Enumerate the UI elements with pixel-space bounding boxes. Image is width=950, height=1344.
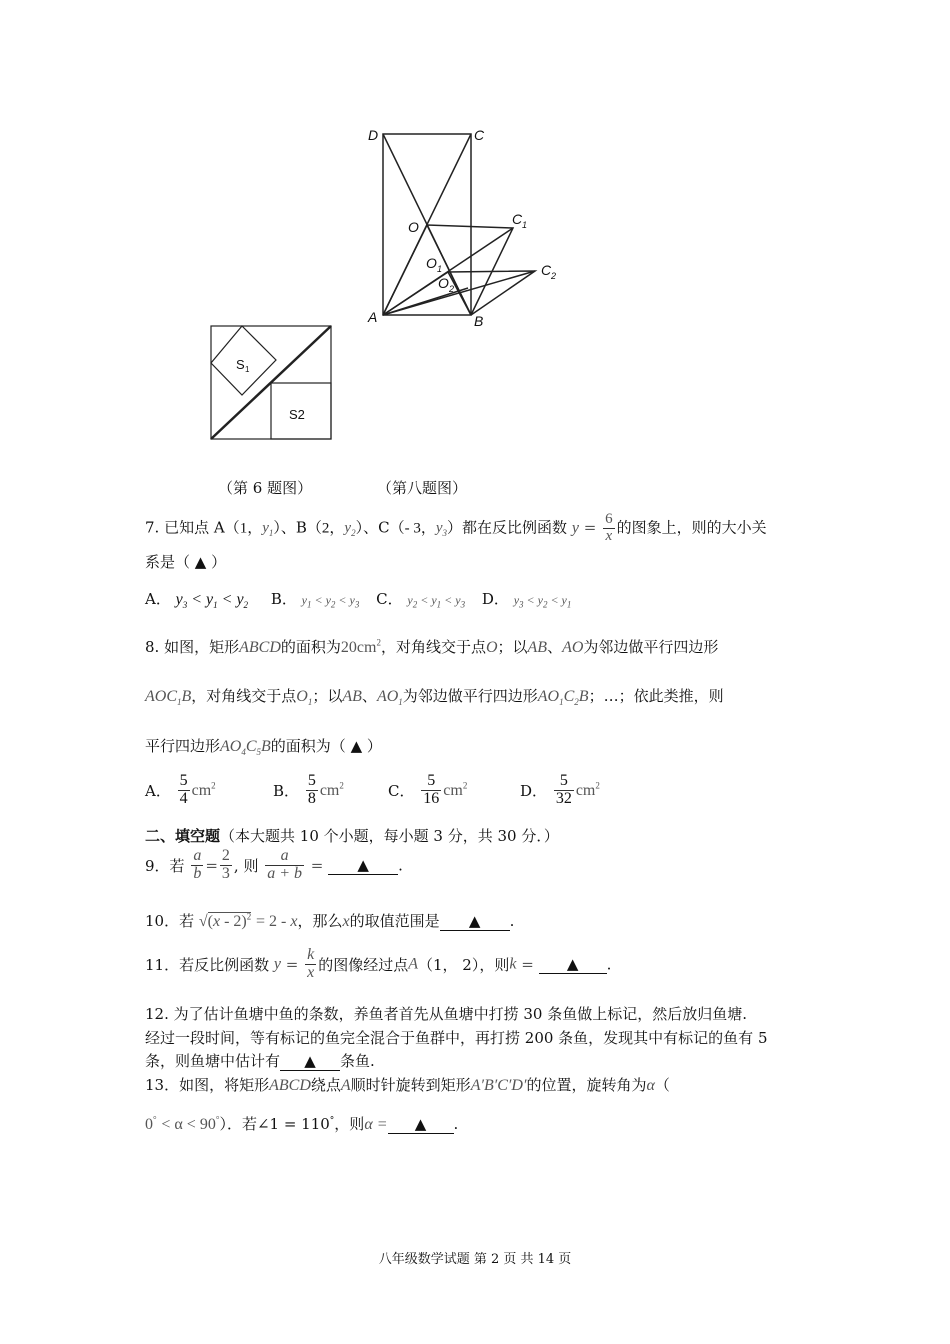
q10: 10．若 √(x - 2)$^2$ = 2 - x，那么x的取值范围是 ▲ . bbox=[145, 911, 515, 930]
q7-text-c: ）、C（ bbox=[355, 518, 405, 537]
q13-answer-blank[interactable]: ▲ bbox=[388, 1115, 454, 1134]
q12-line3: 条，则鱼塘中估计有 ▲ 条鱼. bbox=[145, 1052, 375, 1070]
label-d: D bbox=[368, 127, 379, 143]
q7-p1: 1 bbox=[239, 520, 248, 537]
q7-line2: 系是（ ▲ ） bbox=[145, 553, 227, 571]
label-c: C bbox=[474, 127, 485, 143]
q7-comma: ， bbox=[247, 518, 263, 537]
q7-option-b: B． $y_1 < y_2 < y_3$ bbox=[270, 590, 360, 610]
q9-answer-blank[interactable]: ▲ bbox=[328, 856, 398, 875]
q8-line1: 8. 如图，矩形ABCD的面积为$20cm^2$，对角线交于点O；以AB、AO为邻边做平行四边形 bbox=[145, 637, 719, 656]
q7-line1: 7. 已知点 A（1，$y_1$）、B（2，$y_2$）、C（- 3，$y_3$）都在反比例函数 y = $\frac{6}{x}$ 的图象上，则的大小关 bbox=[145, 511, 767, 544]
q9: 9．若 $\frac{a}{b}$ = $\frac{2}{3}$ , 则 $\frac{a}{a + b}$ = ▲ . bbox=[145, 847, 403, 882]
label-o1-sub: 1 bbox=[437, 264, 443, 274]
q8-line3: 平行四边形$AO_4C_5B$的面积为（ ▲ ） bbox=[145, 737, 382, 758]
q7-text-a: 7. 已知点 A（ bbox=[145, 518, 240, 537]
q7-option-a: A． $y_3 < y_1 < y_2$ bbox=[145, 590, 249, 611]
q11-answer-blank[interactable]: ▲ bbox=[539, 955, 607, 974]
label-c2-sub: 2 bbox=[551, 271, 557, 281]
q8-option-c: C． $\frac{5}{16}$ $cm^2$ bbox=[388, 772, 468, 807]
q13-line1: 13．如图，将矩形ABCD绕点A顺时针旋转到矩形A′B′C′D′的位置，旋转角为α（ bbox=[145, 1076, 670, 1094]
q7-function-fraction: $\frac{6}{x}$ bbox=[605, 511, 613, 544]
q7-options bbox=[145, 588, 571, 610]
section2-heading: 二、填空题（本大题共 10 个小题，每小题 3 分，共 30 分．） bbox=[145, 827, 559, 845]
label-o1: O bbox=[426, 255, 437, 271]
caption-q8: （第八题图） bbox=[377, 479, 468, 497]
label-o: O bbox=[408, 219, 419, 235]
q11: 11．若反比例函数 y = $\frac{k}{x}$ 的图像经过点A（1， 2），则k = ▲ . bbox=[145, 946, 612, 981]
q10-answer-blank[interactable]: ▲ bbox=[440, 912, 510, 931]
q8-option-b: B． $\frac{5}{8}$ $cm^2$ bbox=[273, 772, 344, 807]
label-o2-sub: 2 bbox=[449, 284, 455, 294]
label-s1-sub: 1 bbox=[245, 365, 250, 374]
label-s2: S2 bbox=[289, 407, 305, 422]
q7-option-d: D． $y_3 < y_2 < y_1$ bbox=[481, 590, 572, 610]
q12-line2: 经过一段时间，等有标记的鱼完全混合于鱼群中，再打捞 200 条鱼，发现其中有标记的鱼有 5 bbox=[145, 1029, 768, 1047]
label-a: A bbox=[368, 309, 378, 325]
q8-line2: $AOC_1B$，对角线交于点$O_1$；以AB、$AO_1$为邻边做平行四边形$AO_1C_2B$；…；依此类推，则 bbox=[145, 687, 724, 708]
label-c2: C bbox=[541, 262, 552, 278]
q8-option-d: D． $\frac{5}{32}$ $cm^2$ bbox=[520, 772, 600, 807]
q8-option-a: A． $\frac{5}{4}$ $cm^2$ bbox=[145, 772, 216, 807]
q10-sqrt: √(x - 2)$^2$ bbox=[198, 911, 252, 930]
q13-line2: 0° < α < 90°）．若∠1 = 110°，则α = ▲ . bbox=[145, 1114, 459, 1133]
q7-text-e: 的图象上，则的大小关 bbox=[616, 518, 767, 537]
q7-option-c: C． $y_2 < y_1 < y_3$ bbox=[376, 590, 466, 610]
label-c1: C bbox=[512, 211, 523, 227]
q12-line1: 12. 为了估计鱼塘中鱼的条数，养鱼者首先从鱼塘中打捞 30 条鱼做上标记，然后放归鱼塘. bbox=[145, 1005, 748, 1023]
page-footer: 八年级数学试题 第 2 页 共 14 页 bbox=[378, 1252, 572, 1267]
label-c1-sub: 1 bbox=[522, 220, 528, 230]
q7-p3: - 3 bbox=[404, 520, 421, 537]
caption-q6: （第 6 题图） bbox=[218, 479, 313, 497]
q7-p2: 2 bbox=[321, 520, 330, 537]
q12-answer-blank[interactable]: ▲ bbox=[280, 1052, 340, 1071]
label-o2: O bbox=[438, 275, 449, 291]
q7-text-d: ）都在反比例函数 bbox=[447, 518, 568, 537]
square-figure bbox=[205, 320, 335, 445]
label-s1: S bbox=[236, 357, 245, 372]
rectangle-figure bbox=[360, 120, 580, 335]
q7-text-b: ）、B（ bbox=[273, 518, 322, 537]
label-b: B bbox=[474, 313, 484, 329]
